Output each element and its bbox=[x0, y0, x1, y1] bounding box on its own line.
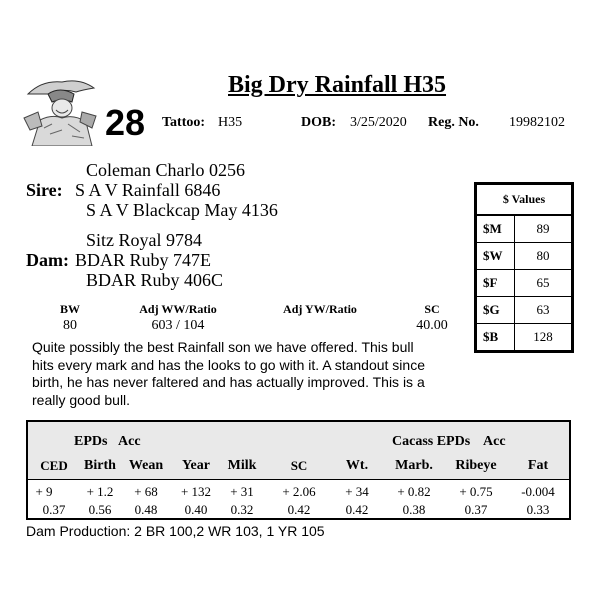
value-cell: 128 bbox=[515, 324, 572, 351]
table-row bbox=[477, 215, 572, 243]
epd-header: Marb. bbox=[395, 458, 433, 473]
reg-label: Reg. No. bbox=[428, 115, 479, 130]
epd-accuracy: 0.42 bbox=[287, 502, 311, 517]
table-row bbox=[477, 297, 572, 324]
value-label: $B bbox=[477, 324, 515, 351]
bw-label: BW bbox=[59, 302, 80, 316]
epd-accuracy: 0.38 bbox=[402, 502, 426, 517]
epd-value: + 1.2 bbox=[86, 484, 114, 499]
table-row bbox=[477, 243, 572, 270]
table-row bbox=[477, 270, 572, 297]
epd-accuracy: 0.32 bbox=[230, 502, 254, 517]
epd-accuracy: 0.56 bbox=[88, 502, 112, 517]
value-label: $W bbox=[477, 243, 515, 270]
epd-header: Milk bbox=[227, 458, 257, 473]
reg-value: 19982102 bbox=[509, 115, 565, 130]
epd-header: SC bbox=[290, 458, 308, 473]
adj-ww-value: 603 / 104 bbox=[151, 318, 205, 333]
value-cell: 63 bbox=[515, 297, 572, 324]
epd-header: CED bbox=[40, 458, 68, 473]
sire-dam: S A V Blackcap May 4136 bbox=[86, 200, 278, 220]
value-cell: 80 bbox=[515, 243, 572, 270]
lot-number: 28 bbox=[105, 102, 146, 143]
epd-header: Ribeye bbox=[455, 458, 497, 473]
epd-group-label: EPDs bbox=[74, 434, 108, 449]
epd-accuracy: 0.33 bbox=[526, 502, 550, 517]
carcass-epd-group-label: Cacass EPDs bbox=[392, 434, 471, 449]
sire-label: Sire: bbox=[26, 180, 63, 200]
epd-header: Year bbox=[182, 458, 210, 473]
dam-name: BDAR Ruby 747E bbox=[75, 250, 212, 270]
dam-dam: BDAR Ruby 406C bbox=[86, 270, 224, 290]
epd-header: Wt. bbox=[345, 458, 369, 473]
epd-table bbox=[26, 420, 571, 520]
tattoo-value: H35 bbox=[218, 115, 243, 130]
adj-ww-label: Adj WW/Ratio bbox=[139, 302, 217, 316]
dob-value: 3/25/2020 bbox=[350, 115, 407, 130]
value-cell: 89 bbox=[515, 215, 572, 243]
epd-value: + 2.06 bbox=[282, 484, 316, 499]
value-label: $F bbox=[477, 270, 515, 297]
epd-value: + 0.75 bbox=[459, 484, 493, 499]
value-label: $M bbox=[477, 215, 515, 243]
epd-value: + 0.82 bbox=[397, 484, 431, 499]
description-text: Quite possibly the best Rainfall son we have offered. This bull hits every mark and has the looks to go with it. A standout since birth, he has never faltered and has actually improved. This is a really good bull. bbox=[32, 339, 425, 408]
sire-name: S A V Rainfall 6846 bbox=[75, 180, 221, 200]
dam-sire: Sitz Royal 9784 bbox=[86, 230, 202, 250]
epd-value: + 31 bbox=[230, 484, 254, 499]
dollar-values-table bbox=[474, 182, 574, 353]
table-row bbox=[477, 324, 572, 351]
epd-header: Fat bbox=[527, 458, 549, 473]
epd-header: Birth bbox=[84, 458, 116, 473]
carcass-acc-label: Acc bbox=[483, 434, 506, 449]
dob-label: DOB: bbox=[301, 115, 336, 130]
dam-production: Dam Production: 2 BR 100,2 WR 103, 1 YR 105 bbox=[26, 523, 325, 539]
animal-name-title: Big Dry Rainfall H35 bbox=[228, 72, 447, 98]
sc-label: SC bbox=[424, 302, 440, 316]
adj-yw-label: Adj YW/Ratio bbox=[283, 302, 357, 316]
sire-sire: Coleman Charlo 0256 bbox=[86, 160, 245, 180]
epd-accuracy: 0.48 bbox=[134, 502, 158, 517]
cowboy-sketch-icon bbox=[22, 72, 100, 146]
value-cell: 65 bbox=[515, 270, 572, 297]
epd-accuracy: 0.37 bbox=[42, 502, 66, 517]
ranch-logo bbox=[22, 72, 100, 146]
bw-value: 80 bbox=[63, 318, 77, 333]
epd-accuracy: 0.42 bbox=[345, 502, 369, 517]
epd-accuracy: 0.37 bbox=[464, 502, 488, 517]
epd-value: + 132 bbox=[180, 484, 212, 499]
dollar-values-header: $ Values bbox=[477, 185, 572, 216]
sc-value: 40.00 bbox=[416, 318, 448, 333]
epd-value: + 34 bbox=[345, 484, 369, 499]
epd-accuracy: 0.40 bbox=[184, 502, 208, 517]
tattoo-label: Tattoo: bbox=[162, 115, 206, 130]
epd-value: -0.004 bbox=[521, 484, 555, 499]
dam-label: Dam: bbox=[26, 250, 69, 270]
value-label: $G bbox=[477, 297, 515, 324]
epd-header: Wean bbox=[128, 458, 164, 473]
epd-value: + 9 bbox=[35, 484, 53, 499]
epd-acc-label: Acc bbox=[118, 434, 141, 449]
epd-value: + 68 bbox=[134, 484, 158, 499]
